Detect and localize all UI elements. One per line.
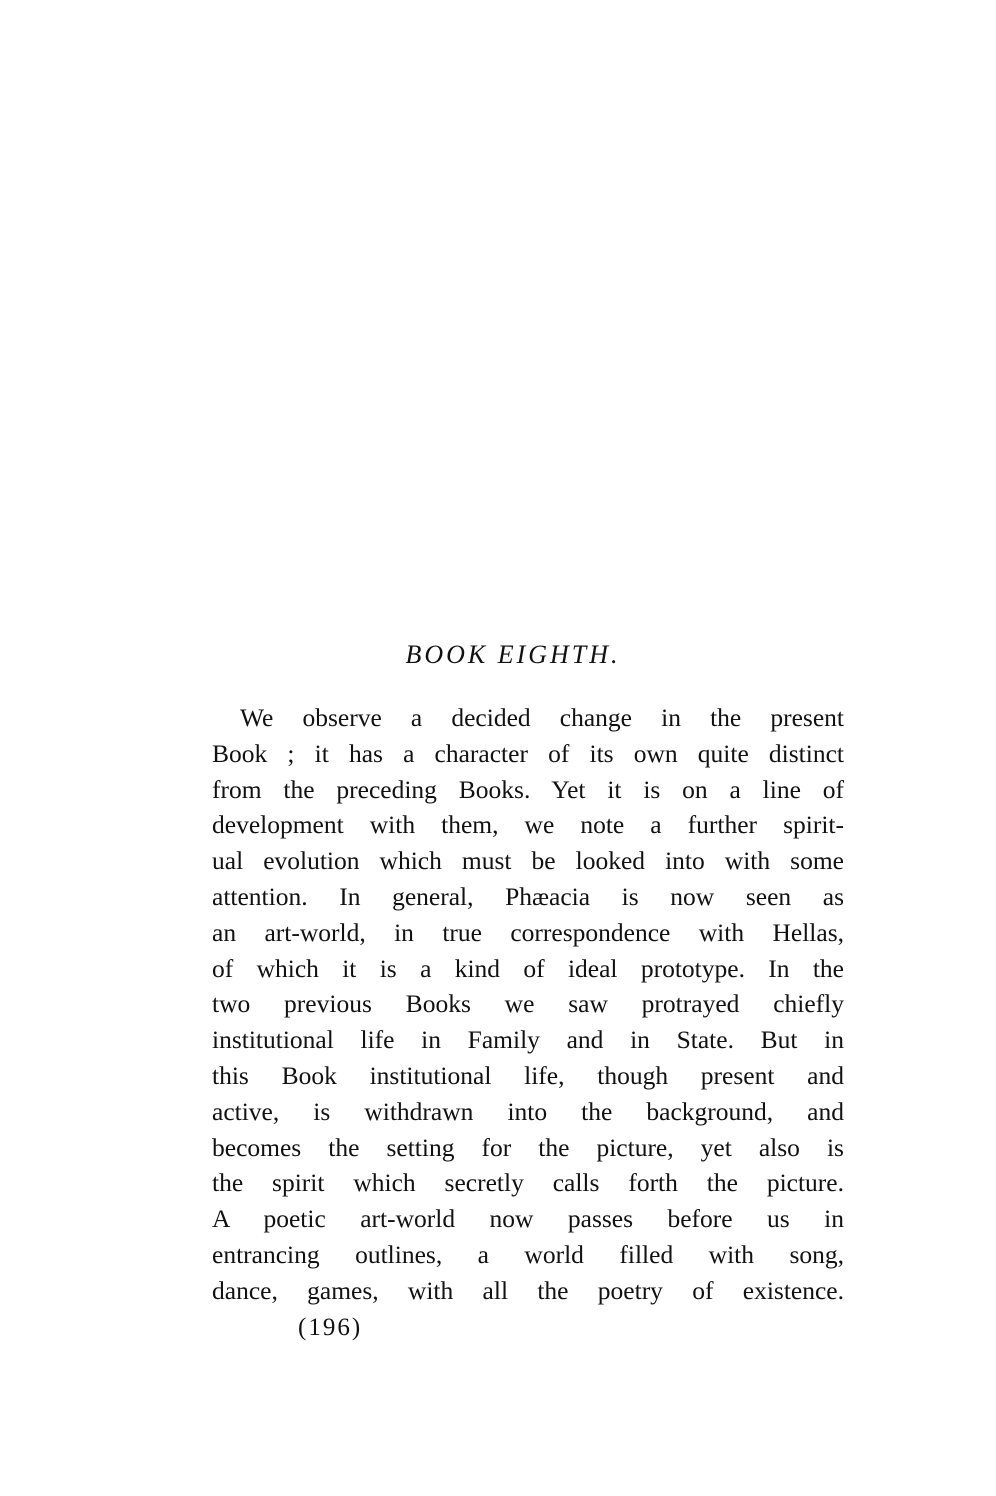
paragraph-line: development with them, we note a further spirit- (212, 810, 844, 840)
paragraph-line: attention. In general, Phæacia is now seen as (212, 881, 844, 911)
body-paragraph (212, 700, 844, 1309)
paragraph-line: from the preceding Books. Yet it is on a line of (212, 774, 844, 804)
paragraph-line: this Book institutional life, though present and (212, 1060, 844, 1090)
paragraph-line: of which it is a kind of ideal prototype. In the (212, 953, 844, 983)
paragraph-line: two previous Books we saw protrayed chiefly (212, 989, 844, 1019)
paragraph-line: the spirit which secretly calls forth the picture. (212, 1168, 844, 1198)
paragraph-line: dance, games, with all the poetry of existence. (212, 1275, 844, 1305)
paragraph-line: ual evolution which must be looked into with some (212, 846, 844, 876)
paragraph-line: institutional life in Family and in State. But in (212, 1025, 844, 1055)
paragraph-line: becomes the setting for the picture, yet also is (212, 1132, 844, 1162)
chapter-heading: BOOK EIGHTH. (405, 640, 621, 669)
page-number: (196) (298, 1314, 363, 1341)
paragraph-line: A poetic art-world now passes before us in (212, 1204, 844, 1234)
paragraph-line: entrancing outlines, a world filled with song, (212, 1239, 844, 1269)
paragraph-line: We observe a decided change in the present (240, 703, 844, 732)
paragraph-line: an art-world, in true correspondence with Hellas, (212, 917, 844, 947)
paragraph-line: active, is withdrawn into the background, and (212, 1096, 844, 1126)
paragraph-line: Book ; it has a character of its own quite distinct (212, 738, 844, 768)
